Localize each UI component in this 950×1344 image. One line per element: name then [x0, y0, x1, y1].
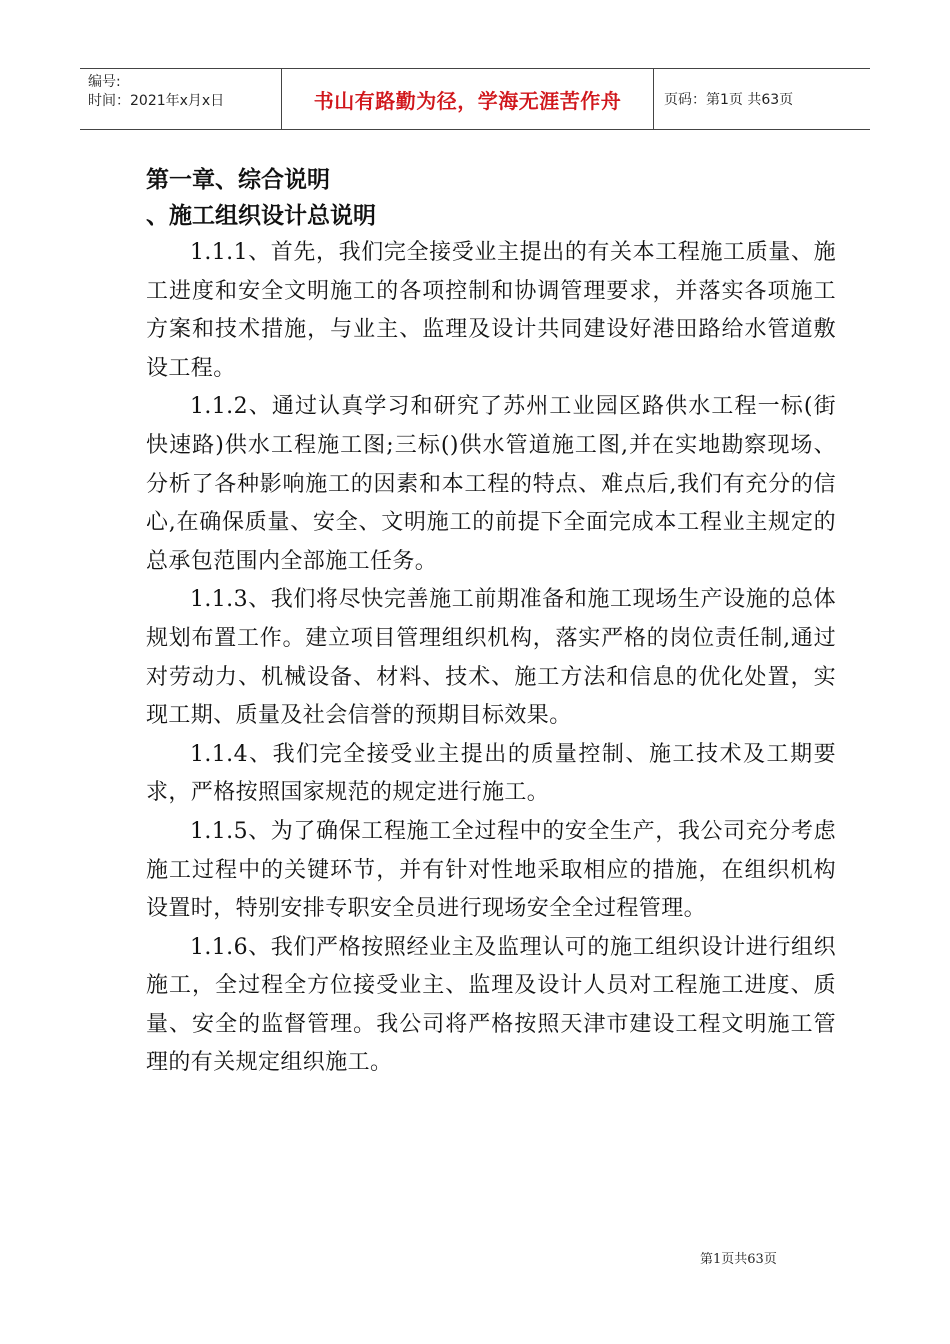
header-page-number: 页码：第1页 共63页: [664, 92, 794, 108]
paragraph-1-1-2: 1.1.2、通过认真学习和研究了苏州工业园区路供水工程一标(街快速路)供水工程施工图;三标()供水管道施工图,并在实地勘察现场、分析了各种影响施工的因素和本工程的特点、难点后,我们有充分的信心,在确保质量、安全、文明施工的前提下全面完成本工程业主规定的总承包范围内全部施工任务。: [146, 394, 836, 574]
paragraph-1-1-5: 1.1.5、为了确保工程施工全过程中的安全生产，我公司充分考虑施工过程中的关键环节，并有针对性地采取相应的措施，在组织机构设置时，特别安排专职安全员进行现场安全全过程管理。: [146, 818, 836, 922]
page-footer: 第1页共63页: [700, 1252, 777, 1267]
document-body: [146, 162, 836, 1083]
document-time-label: 时间：2021年x月x日: [88, 93, 225, 109]
paragraph-1-1-4: 1.1.4、我们完全接受业主提出的质量控制、施工技术及工期要求，严格按照国家规范的规定进行施工。: [146, 741, 836, 806]
chapter-title: 第一章、综合说明: [146, 167, 330, 193]
section-title: 、施工组织设计总说明: [146, 203, 376, 229]
header-motto: 书山有路勤为径，学海无涯苦作舟: [282, 69, 654, 129]
paragraph-1-1-1: 1.1.1、首先，我们完全接受业主提出的有关本工程施工质量、施工进度和安全文明施工的各项控制和协调管理要求，并落实各项施工方案和技术措施，与业主、监理及设计共同建设好港田路给水管道敷设工程。: [146, 240, 836, 381]
page-header: [80, 68, 870, 130]
paragraph-1-1-3: 1.1.3、我们将尽快完善施工前期准备和施工现场生产设施的总体规划布置工作。建立项目管理组织机构，落实严格的岗位责任制,通过对劳动力、机械设备、材料、技术、施工方法和信息的优化处置，实现工期、质量及社会信誉的预期目标效果。: [146, 587, 836, 729]
paragraph-1-1-6: 1.1.6、我们严格按照经业主及监理认可的施工组织设计进行组织施工，全过程全方位接受业主、监理及设计人员对工程施工进度、质量、安全的监督管理。我公司将严格按照天津市建设工程文明施工管理的有关规定组织施工。: [146, 934, 836, 1076]
document-number-label: 编号:: [88, 74, 121, 90]
header-meta: [80, 69, 282, 129]
